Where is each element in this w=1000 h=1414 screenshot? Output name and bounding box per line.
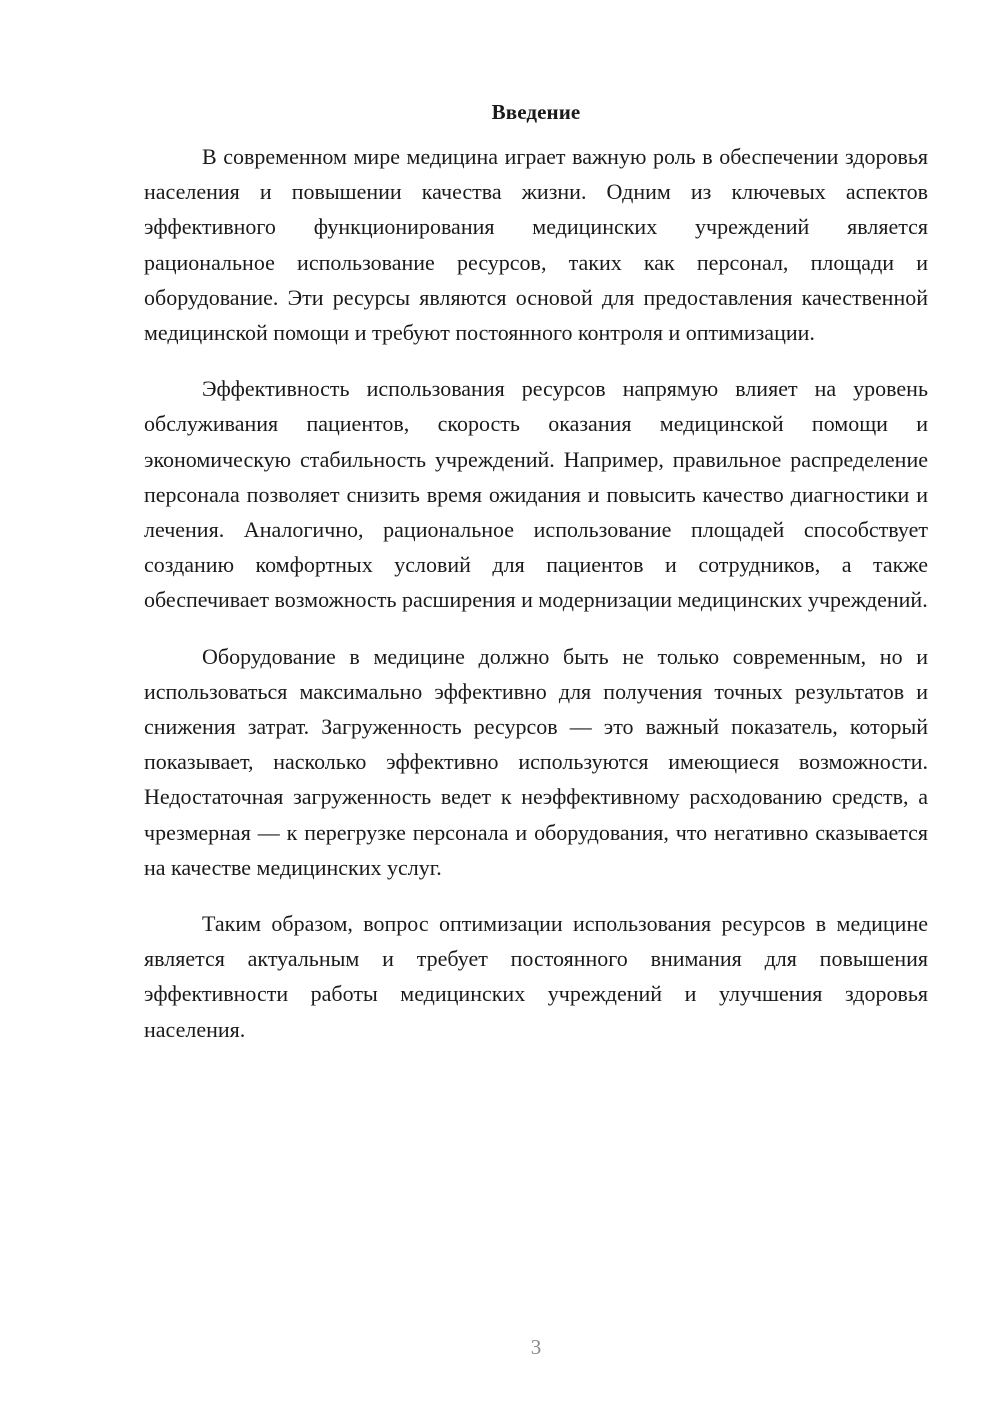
paragraph-3: Оборудование в медицине должно быть не только современным, но и использоваться максимально эффективно для получения точных результатов и снижения затрат. Загруженность ресурсов — это важный показатель, который показывает, насколько эффективно используются имеющиеся возможности. Недостаточная загруженность ведет к неэффективному расходованию средств, а чрезмерная — к перегрузке персонала и оборудования, что негативно сказывается на качестве медицинских услуг.	[144, 643, 928, 880]
page-content	[144, 97, 928, 1068]
paragraph-1: В современном мире медицина играет важную роль в обеспечении здоровья населения и повышении качества жизни. Одним из ключевых аспектов эффективного функционирования медицинских учреждений является рациональное использование ресурсов, таких как персонал, площади и оборудование. Эти ресурсы являются основой для предоставления качественной медицинской помощи и требуют постоянного контроля и оптимизации.	[144, 144, 928, 346]
section-heading: Введение	[491, 100, 581, 124]
paragraph-2: Эффективность использования ресурсов напрямую влияет на уровень обслуживания пациентов, скорость оказания медицинской помощи и экономическую стабильность учреждений. Например, правильное распределение персонала позволяет снизить время ожидания и повысить качество диагностики и лечения. Аналогично, рациональное использование площадей способствует созданию комфортных условий для пациентов и сотрудников, а также обеспечивает возможность расширения и модернизации медицинских учреждений.	[144, 376, 928, 613]
paragraph-4: Таким образом, вопрос оптимизации использования ресурсов в медицине является актуальным и требует постоянного внимания для повышения эффективности работы медицинских учреждений и улучшения здоровья населения.	[144, 911, 928, 1042]
page-number: 3	[530, 1335, 542, 1359]
